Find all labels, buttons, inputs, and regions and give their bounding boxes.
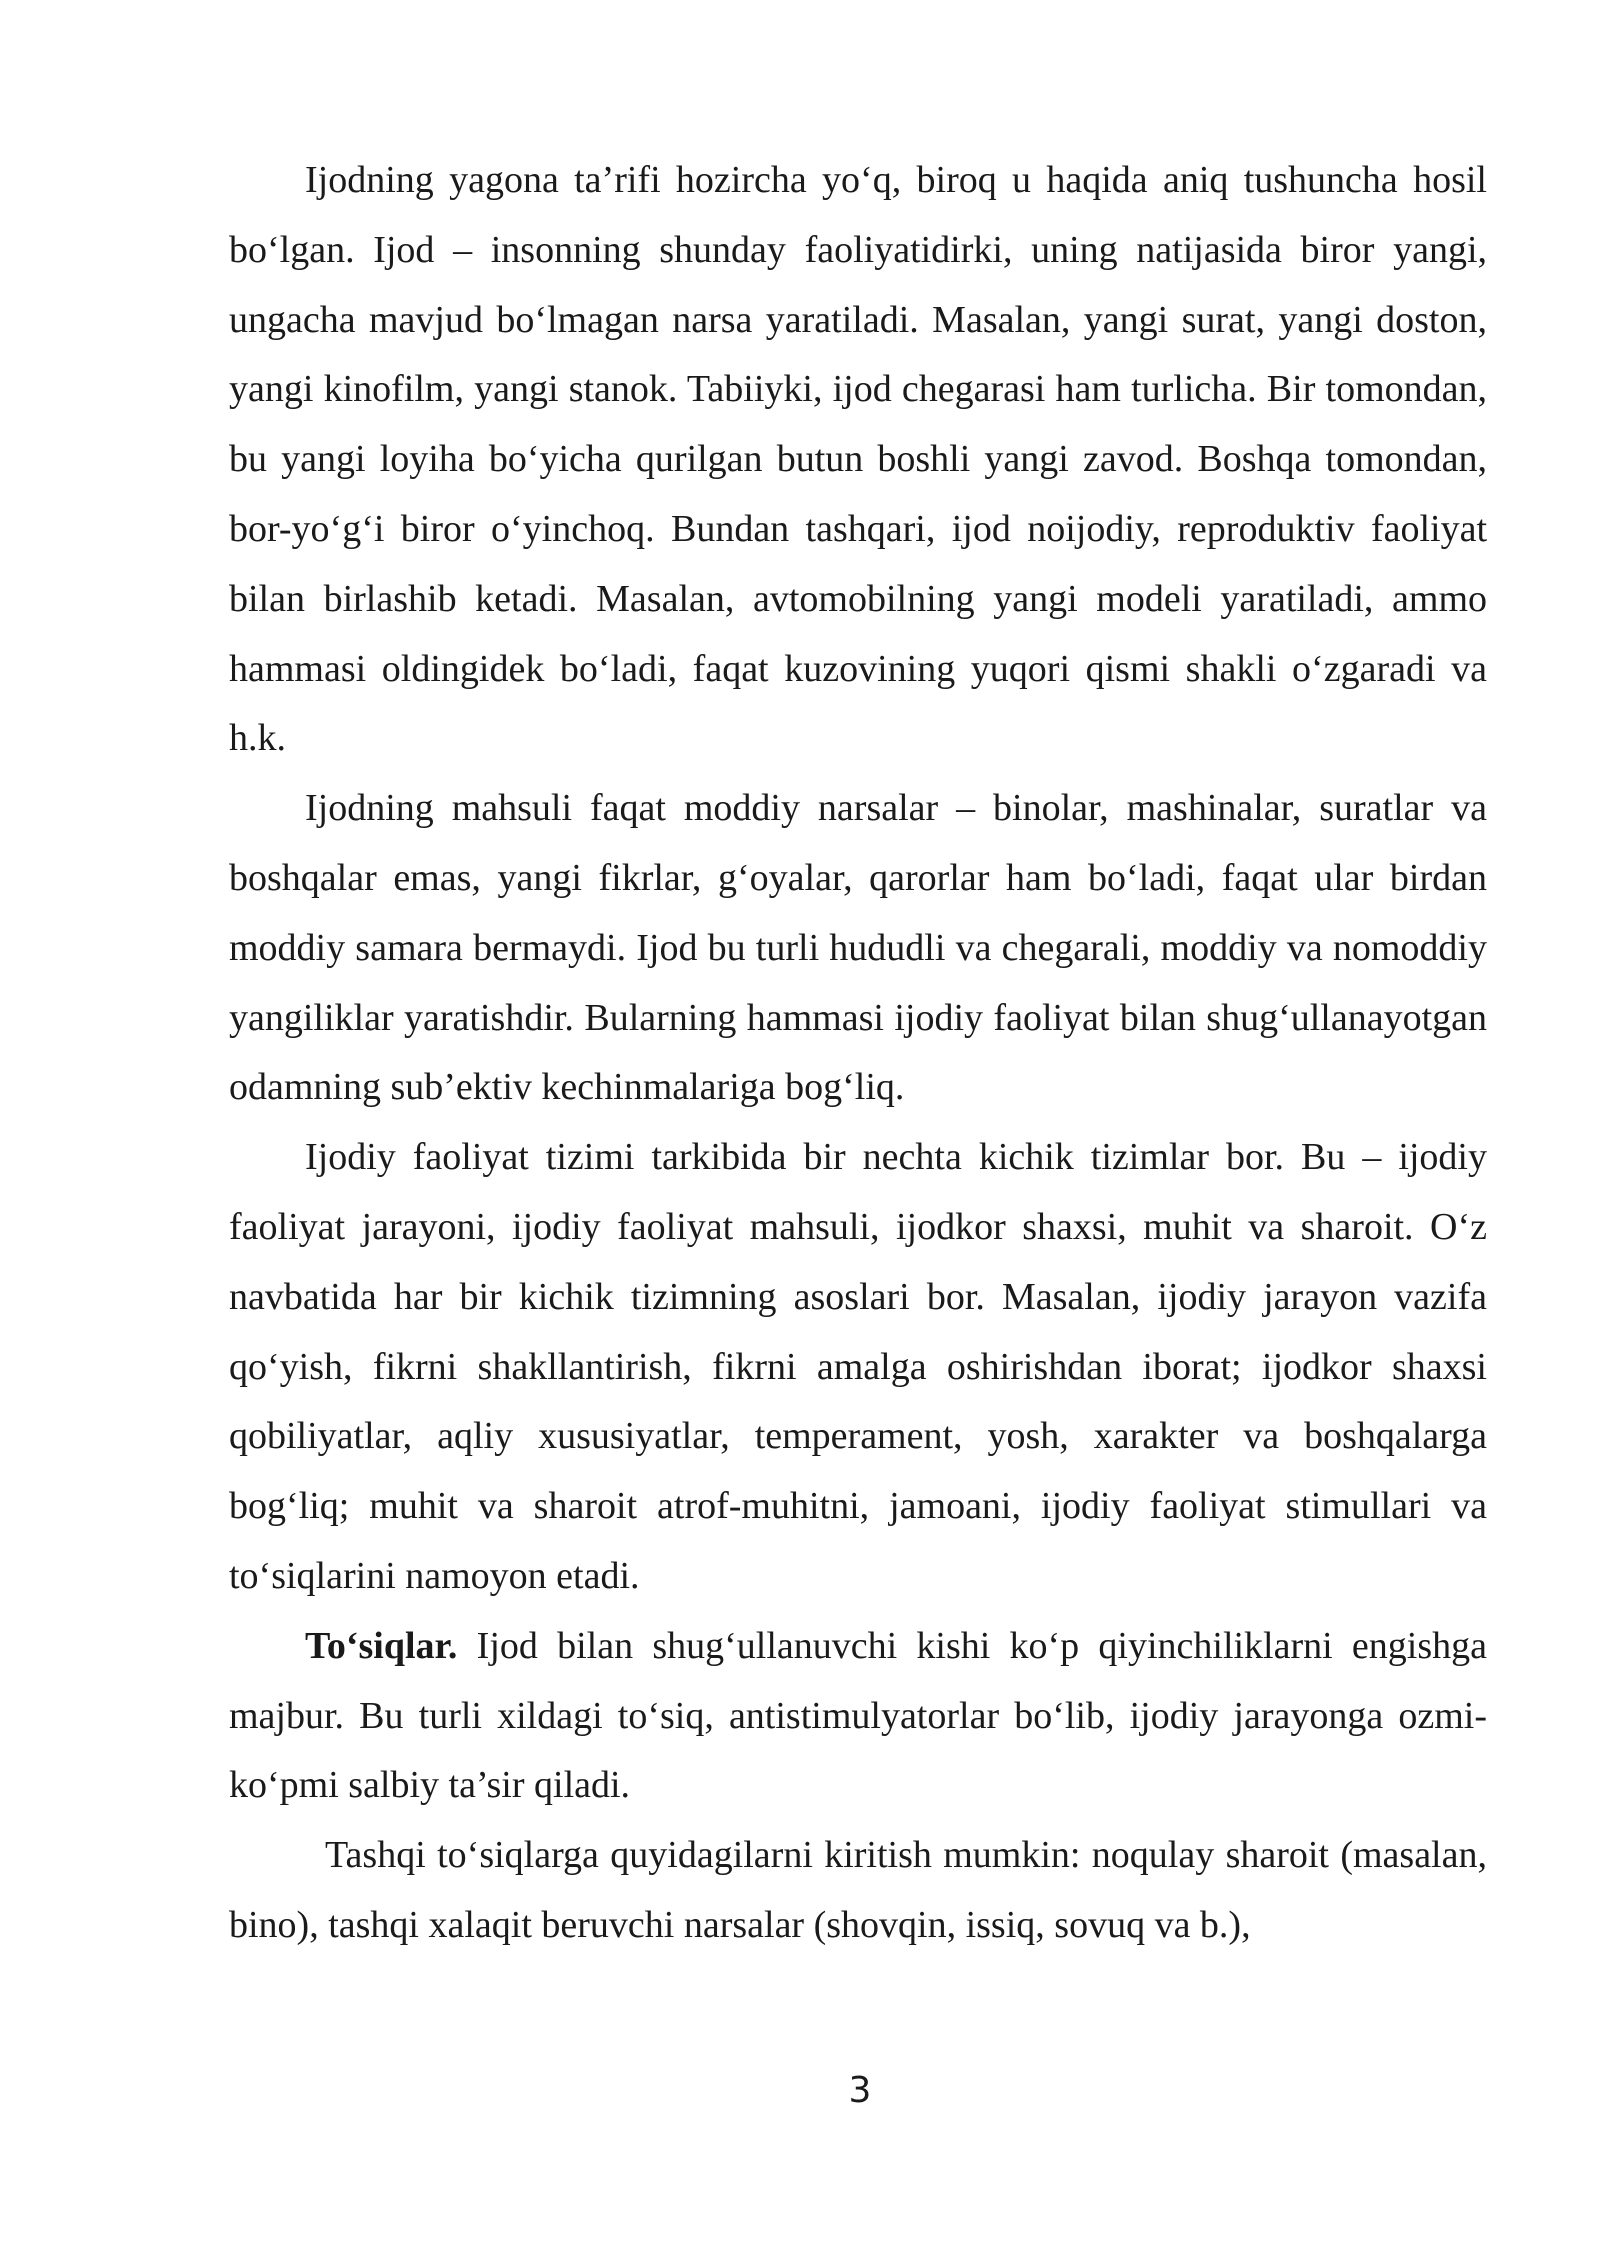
document-page [229,146,1487,1961]
paragraph-1-text: Ijodning yagona ta’rifi hozircha yo‘q, biroq u haqida aniq tushuncha hosil bo‘lgan. Ijod – insonning shunday faoliyatidirki, uning natijasida biror yangi, ungacha mavjud bo‘lmagan narsa yaratiladi. Masalan, yangi surat, yangi doston, yangi kinofilm, yangi stanok. Tabiiyki, ijod chegarasi ham turlicha. Bir tomondan, bu yangi loyiha bo‘yicha qurilgan butun boshli yangi zavod. Boshqa tomondan, bor-yo‘g‘i biror o‘yinchoq. Bundan tashqari, ijod noijodiy, reproduktiv faoliyat bilan birlashib ketadi. Masalan, avtomobilning yangi modeli yaratiladi, ammo hammasi oldingidek bo‘ladi, faqat kuzovining yuqori qismi shakli o‘zgaradi va h.k. [229,159,1487,760]
paragraph-2 [229,774,1487,1123]
page-number: 3 [848,2070,872,2111]
paragraph-3 [229,1123,1487,1612]
paragraph-2-text: Ijodning mahsuli faqat moddiy narsalar – binolar, mashinalar, suratlar va boshqalar emas, yangi fikrlar, g‘oyalar, qarorlar ham bo‘ladi, faqat ular birdan moddiy samara bermaydi. Ijod bu turli hududli va chegarali, moddiy va nomoddiy yangiliklar yaratishdir. Bularning hammasi ijodiy faoliyat bilan shug‘ullanayotgan odamning sub’ektiv kechinmalariga bog‘liq. [229,787,1487,1109]
paragraph-3-text: Ijodiy faoliyat tizimi tarkibida bir nechta kichik tizimlar bor. Bu – ijodiy faoliyat jarayoni, ijodiy faoliyat mahsuli, ijodkor shaxsi, muhit va sharoit. O‘z navbatida har bir kichik tizimning asoslari bor. Masalan, ijodiy jarayon vazifa qo‘yish, fikrni shakllantirish, fikrni amalga oshirishdan iborat; ijodkor shaxsi qobiliyatlar, aqliy xususiyatlar, temperament, yosh, xarakter va boshqalarga bog‘liq; muhit va sharoit atrof-muhitni, jamoani, ijodiy faoliyat stimullari va to‘siqlarini namoyon etadi. [229,1136,1487,1597]
paragraph-1 [229,146,1487,774]
paragraph-4 [229,1612,1487,1821]
paragraph-5-text: Tashqi to‘siqlarga quyidagilarni kiritish mumkin: noqulay sharoit (masalan, bino), tashqi xalaqit beruvchi narsalar (shovqin, issiq, sovuq va b.), [229,1834,1487,1946]
paragraph-5 [229,1821,1487,1961]
paragraph-4-text: Ijod bilan shug‘ullanuvchi kishi ko‘p qiyinchiliklarni engishga majbur. Bu turli xildagi to‘siq, antistimulyatorlar bo‘lib, ijodiy jarayonga ozmi-ko‘pmi salbiy ta’sir qiladi. [229,1624,1487,1807]
paragraph-4-bold-lead: To‘siqlar. [305,1624,458,1667]
